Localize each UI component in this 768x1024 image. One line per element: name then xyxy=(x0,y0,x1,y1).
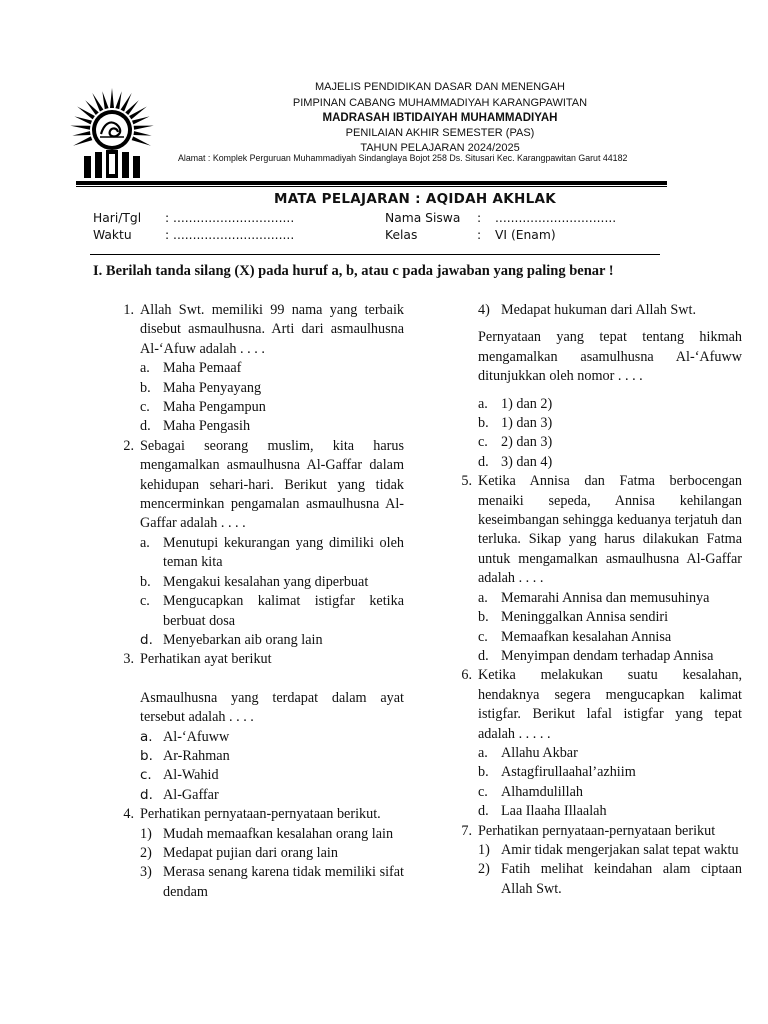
question-number: 4. xyxy=(123,806,134,823)
answer-option[interactable] xyxy=(112,359,404,378)
option-label: c. xyxy=(478,628,488,645)
answer-option[interactable] xyxy=(450,608,742,627)
question-5 xyxy=(450,472,742,588)
answer-option[interactable] xyxy=(450,783,742,802)
statement-number: 1) xyxy=(478,841,490,858)
option-text: 3) dan 4) xyxy=(501,453,553,470)
header-divider-thick xyxy=(76,181,667,185)
answer-option[interactable] xyxy=(450,433,742,452)
option-text: Menutupi kekurangan yang dimiliki oleh teman kita xyxy=(163,534,404,571)
option-label: c. xyxy=(140,767,152,784)
answer-option[interactable] xyxy=(112,379,404,398)
question-text: Perhatikan pernyataan-pernyataan berikut xyxy=(478,822,716,839)
option-label: d. xyxy=(478,647,489,664)
answer-option[interactable] xyxy=(112,534,404,573)
header-council: MAJELIS PENDIDIKAN DASAR DAN MENENGAH xyxy=(315,81,565,93)
question-3 xyxy=(112,650,404,669)
option-label: c. xyxy=(140,593,150,610)
question-6 xyxy=(450,666,742,744)
option-text: Mengakui kesalahan yang diperbuat xyxy=(163,573,369,590)
option-text: Memarahi Annisa dan memusuhinya xyxy=(501,589,710,606)
questions-left-column xyxy=(112,301,404,902)
option-label: b. xyxy=(140,379,151,396)
answer-option[interactable] xyxy=(112,766,404,785)
statement-item xyxy=(112,863,404,902)
option-text: Laa Ilaaha Illaalah xyxy=(501,803,607,820)
statement-item xyxy=(450,841,742,860)
header-address: Alamat : Komplek Perguruan Muhammadiyah Sindanglaya Bojot 258 Ds. Situsari Kec. Karangpawitan Garut 44182 xyxy=(178,153,628,164)
question-prompt: Pernyataan yang tepat tentang hikmah mengamalkan asamulhusna Al-‘Afuww ditunjukkan oleh nomor . . . . xyxy=(478,329,742,385)
question-text: Perhatikan ayat berikut xyxy=(140,651,272,668)
option-text: Menyebarkan aib orang lain xyxy=(163,631,323,648)
answer-option[interactable] xyxy=(112,573,404,592)
answer-option[interactable] xyxy=(450,802,742,821)
option-text: 1) dan 3) xyxy=(501,415,553,432)
statement-number: 2) xyxy=(140,844,152,861)
answer-option[interactable] xyxy=(450,628,742,647)
verse-placeholder xyxy=(112,670,404,689)
option-text: Al-Gaffar xyxy=(163,786,219,803)
question-text: Sebagai seorang muslim, kita harus mengamalkan asmaulhusna Al-Gaffar dalam kehidupan sehari-hari. Berikut yang tidak mencerminkan pengamalan asmaulhusna Al-Gaffar adalah . . . . xyxy=(140,437,404,532)
statement-text: Amir tidak mengerjakan salat tepat waktu xyxy=(501,841,739,858)
question-number: 5. xyxy=(461,473,472,490)
statement-text: Medapat hukuman dari Allah Swt. xyxy=(501,302,697,318)
option-text: Maha Pengampun xyxy=(163,399,266,416)
option-label: b. xyxy=(478,415,489,432)
question-text: Perhatikan pernyataan-pernyataan berikut. xyxy=(140,806,381,823)
answer-option[interactable] xyxy=(112,631,404,650)
header-divider-thin xyxy=(76,186,667,187)
option-label: d. xyxy=(478,453,489,470)
option-label: c. xyxy=(478,434,488,451)
option-text: Alhamdulillah xyxy=(501,783,583,800)
date-field[interactable]: : ............................... xyxy=(165,211,295,225)
option-label: b. xyxy=(478,764,489,781)
answer-option[interactable] xyxy=(450,589,742,608)
answer-option[interactable] xyxy=(450,453,742,472)
header-branch: PIMPINAN CABANG MUHAMMADIYAH KARANGPAWITAN xyxy=(292,97,588,109)
option-label: a. xyxy=(140,360,150,377)
option-text: Allahu Akbar xyxy=(501,744,578,761)
option-label: d. xyxy=(478,803,489,820)
question-text: Allah Swt. memiliki 99 nama yang terbaik disebut asmaulhusna. Arti dari asmaulhusna Al-‘Afuw adalah . . . . xyxy=(140,302,404,357)
statement-text: Fatih melihat keindahan alam ciptaan Allah Swt. xyxy=(501,861,742,897)
subject-title: MATA PELAJARAN : AQIDAH AKHLAK xyxy=(274,191,557,207)
muhammadiyah-logo xyxy=(64,88,160,180)
option-label: a. xyxy=(140,534,150,551)
section-instruction: I. Berilah tanda silang (X) pada huruf a, b, atau c pada jawaban yang paling benar ! xyxy=(93,263,614,279)
header-academic-year: TAHUN PELAJARAN 2024/2025 xyxy=(360,142,520,154)
questions-right-column xyxy=(450,301,742,899)
answer-option[interactable] xyxy=(450,647,742,666)
option-text: Maha Penyayang xyxy=(163,379,262,396)
option-label: a. xyxy=(140,728,153,745)
header-school-name: MADRASAH IBTIDAIYAH MUHAMMADIYAH xyxy=(322,112,558,124)
answer-option[interactable] xyxy=(450,395,742,414)
statement-number: 4) xyxy=(478,302,490,318)
statement-number: 2) xyxy=(478,861,490,878)
student-name-field[interactable]: ............................... xyxy=(495,211,617,225)
answer-option[interactable] xyxy=(112,398,404,417)
option-label: b. xyxy=(478,609,489,626)
question-7 xyxy=(450,822,742,841)
student-name-label: Nama Siswa xyxy=(385,211,461,225)
statement-text: Merasa senang karena tidak memiliki sifat dendam xyxy=(163,864,404,900)
option-label: b. xyxy=(140,573,151,590)
answer-option[interactable] xyxy=(450,414,742,433)
option-label: a. xyxy=(478,744,488,761)
option-text: Astagfirullaahal’azhiim xyxy=(501,764,636,781)
option-label: a. xyxy=(478,395,488,412)
question-1 xyxy=(112,301,404,359)
option-text: Memaafkan kesalahan Annisa xyxy=(501,628,672,645)
question-text: Ketika Annisa dan Fatma berbocengan menaiki sepeda, Annisa kehilangan keseimbangan sehingga keduanya terjatuh dan terluka. Sikap yang harus dilakukan Fatma untuk mengamalkan asmaulhusna Al-Gaffar adalah . . . . xyxy=(478,473,742,587)
option-text: 2) dan 3) xyxy=(501,434,553,451)
option-label: d. xyxy=(140,418,151,435)
option-label: c. xyxy=(140,399,150,416)
question-number: 1. xyxy=(123,302,134,318)
question-4 xyxy=(112,805,404,824)
option-label: b. xyxy=(140,747,153,764)
class-value: VI (Enam) xyxy=(495,228,556,242)
option-text: Al-‘Afuww xyxy=(163,728,230,745)
class-separator: : xyxy=(477,228,482,242)
answer-option[interactable] xyxy=(450,744,742,763)
statement-number: 1) xyxy=(140,825,152,842)
question-text: Ketika melakukan suatu kesalahan, hendaknya segera mengucapkan kalimat istigfar. Berikut lafal istigfar yang tepat adalah . . . . . xyxy=(478,667,742,742)
option-text: Meninggalkan Annisa sendiri xyxy=(501,609,669,626)
option-text: Mengucapkan kalimat istigfar ketika berbuat dosa xyxy=(163,593,404,629)
answer-option[interactable] xyxy=(112,728,404,747)
date-label: Hari/Tgl xyxy=(93,211,142,225)
question-number: 3. xyxy=(123,651,134,668)
student-name-separator: : xyxy=(477,211,482,225)
meta-divider xyxy=(90,254,660,255)
option-text: Menyimpan dendam terhadap Annisa xyxy=(501,647,714,664)
option-text: Al-Wahid xyxy=(163,767,219,784)
statement-text: Medapat pujian dari orang lain xyxy=(163,844,338,861)
option-label: d. xyxy=(140,631,153,648)
option-label: c. xyxy=(478,783,488,800)
question-number: 6. xyxy=(461,667,472,684)
class-label: Kelas xyxy=(385,228,418,242)
answer-option[interactable] xyxy=(112,592,404,631)
option-text: Maha Pemaaf xyxy=(163,360,242,377)
statement-item xyxy=(450,860,742,899)
answer-option[interactable] xyxy=(450,763,742,782)
question-number: 7. xyxy=(461,822,472,839)
header-exam-name: PENILAIAN AKHIR SEMESTER (PAS) xyxy=(345,127,535,139)
time-label: Waktu xyxy=(93,228,132,242)
option-text: Maha Pengasih xyxy=(163,418,251,435)
time-field[interactable]: : ............................... xyxy=(165,228,295,242)
option-label: d. xyxy=(140,786,153,803)
question-number: 2. xyxy=(123,437,134,454)
option-label: a. xyxy=(478,589,488,606)
question-prompt: Asmaulhusna yang terdapat dalam ayat tersebut adalah . . . . xyxy=(140,689,404,726)
answer-option[interactable] xyxy=(112,747,404,766)
option-text: Ar-Rahman xyxy=(163,747,230,764)
question-2 xyxy=(112,437,404,534)
answer-option[interactable] xyxy=(112,417,404,436)
statement-item xyxy=(450,301,742,320)
statement-number: 3) xyxy=(140,864,152,881)
statement-item xyxy=(112,844,404,863)
answer-option[interactable] xyxy=(112,786,404,805)
option-text: 1) dan 2) xyxy=(501,395,553,412)
statement-text: Mudah memaafkan kesalahan orang lain xyxy=(163,825,394,842)
statement-item xyxy=(112,825,404,844)
